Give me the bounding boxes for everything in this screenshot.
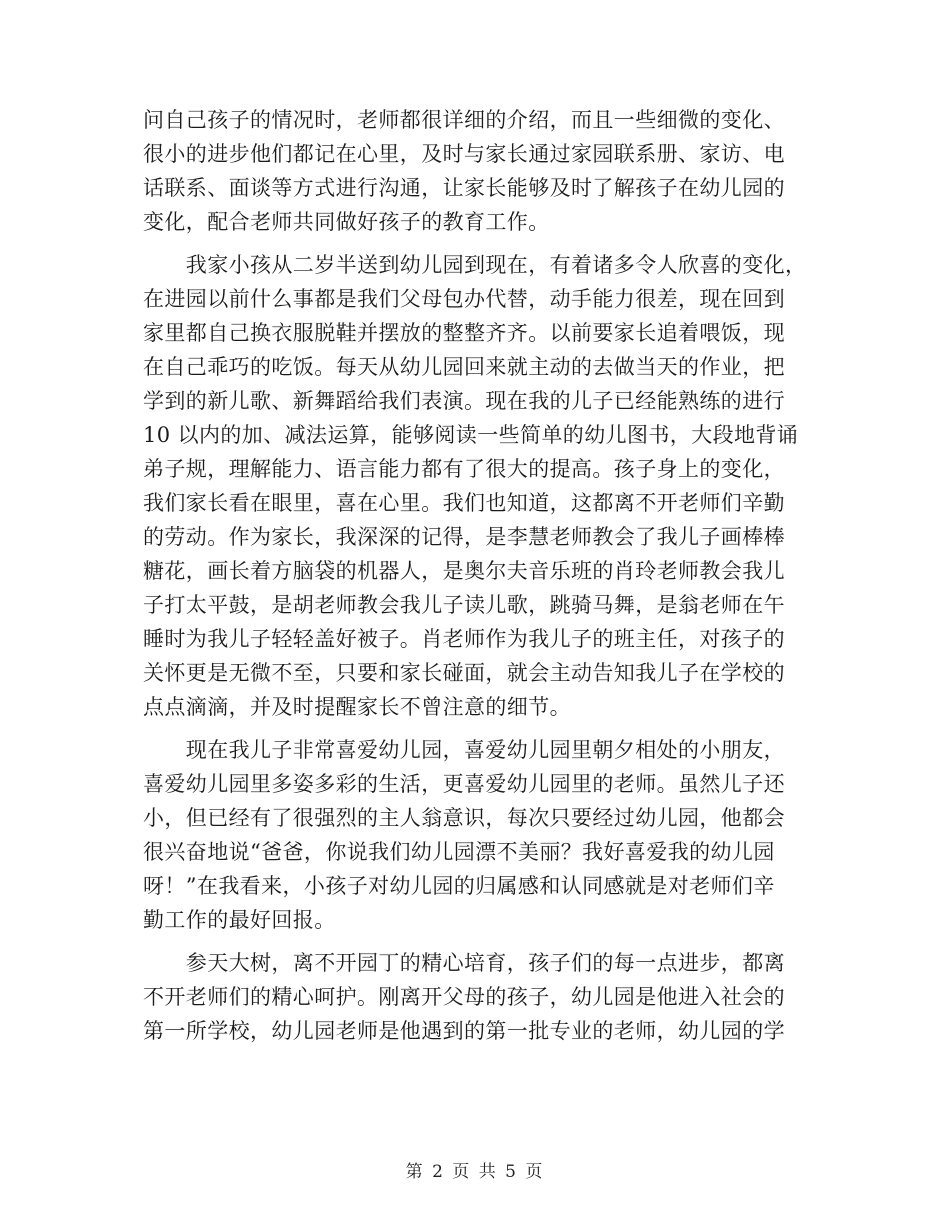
text-line: 点点滴滴，并及时提醒家长不曾注意的细节。 <box>143 695 571 719</box>
text-line: 第一所学校，幼儿园老师是他遇到的第一批专业的老师，幼儿园的学 <box>143 1019 785 1043</box>
text-line: 我们家长看在眼里，喜在心里。我们也知道，这都离不开老师们辛勤 <box>143 491 785 515</box>
text-line: 家里都自己换衣服脱鞋并摆放的整整齐齐。以前要家长追着喂饭，现 <box>143 321 785 345</box>
paragraph <box>143 248 807 724</box>
paragraph <box>143 103 803 239</box>
text-line: 很兴奋地说“爸爸，你说我们幼儿园漂不美丽？我好喜爱我的幼儿园 <box>143 840 775 864</box>
text-line: 关怀更是无微不至，只要和家长碰面，就会主动告知我儿子在学校的 <box>143 661 785 685</box>
text-line: 话联系、面谈等方式进行沟通，让家长能够及时了解孩子在幼儿园的 <box>143 176 785 200</box>
text-line: 睡时为我儿子轻轻盖好被子。肖老师作为我儿子的班主任，对孩子的 <box>143 627 785 651</box>
paragraph <box>143 733 803 937</box>
text-line: 问自己孩子的情况时，老师都很详细的介绍，而且一些细微的变化、 <box>143 108 785 132</box>
text-line: 参天大树，离不开园丁的精心培育，孩子们的每一点进步，都离 <box>143 951 785 975</box>
paragraph-spacing <box>143 239 803 248</box>
text-line: 糖花，画长着方脑袋的机器人，是奥尔夫音乐班的肖玲老师教会我儿 <box>143 559 785 583</box>
text-line: 在进园以前什么事都是我们父母包办代替，动手能力很差，现在回到 <box>143 287 785 311</box>
page-number: 第 2 页 共 5 页 <box>405 1162 545 1182</box>
text-line: 我家小孩从二岁半送到幼儿园到现在，有着诸多令人欣喜的变化， <box>143 253 807 277</box>
text-line: 呀！”在我看来，小孩子对幼儿园的归属感和认同感就是对老师们辛 <box>143 874 775 898</box>
text-line: 10 以内的加、减法运算，能够阅读一些简单的幼儿图书，大段地背诵 <box>143 423 799 447</box>
text-line: 勤工作的最好回报。 <box>143 908 336 932</box>
document-body <box>143 103 807 1048</box>
text-line: 弟子规，理解能力、语言能力都有了很大的提高。孩子身上的变化， <box>143 457 785 481</box>
paragraph <box>143 946 803 1048</box>
text-line: 的劳动。作为家长，我深深的记得，是李慧老师教会了我儿子画棒棒 <box>143 525 785 549</box>
text-line: 现在我儿子非常喜爱幼儿园，喜爱幼儿园里朝夕相处的小朋友， <box>143 738 785 762</box>
text-line: 不开老师们的精心呵护。刚离开父母的孩子，幼儿园是他进入社会的 <box>143 985 785 1009</box>
text-line: 在自己乖巧的吃饭。每天从幼儿园回来就主动的去做当天的作业，把 <box>143 355 785 379</box>
text-line: 学到的新儿歌、新舞蹈给我们表演。现在我的儿子已经能熟练的进行 <box>143 389 785 413</box>
text-line: 小，但已经有了很强烈的主人翁意识，每次只要经过幼儿园，他都会 <box>143 806 785 830</box>
text-line: 喜爱幼儿园里多姿多彩的生活，更喜爱幼儿园里的老师。虽然儿子还 <box>143 772 785 796</box>
text-line: 很小的进步他们都记在心里，及时与家长通过家园联系册、家访、电 <box>143 142 785 166</box>
text-line: 子打太平鼓，是胡老师教会我儿子读儿歌，跳骑马舞，是翁老师在午 <box>143 593 785 617</box>
text-line: 变化，配合老师共同做好孩子的教育工作。 <box>143 210 550 234</box>
paragraph-spacing <box>143 937 803 946</box>
paragraph-spacing <box>143 724 803 733</box>
